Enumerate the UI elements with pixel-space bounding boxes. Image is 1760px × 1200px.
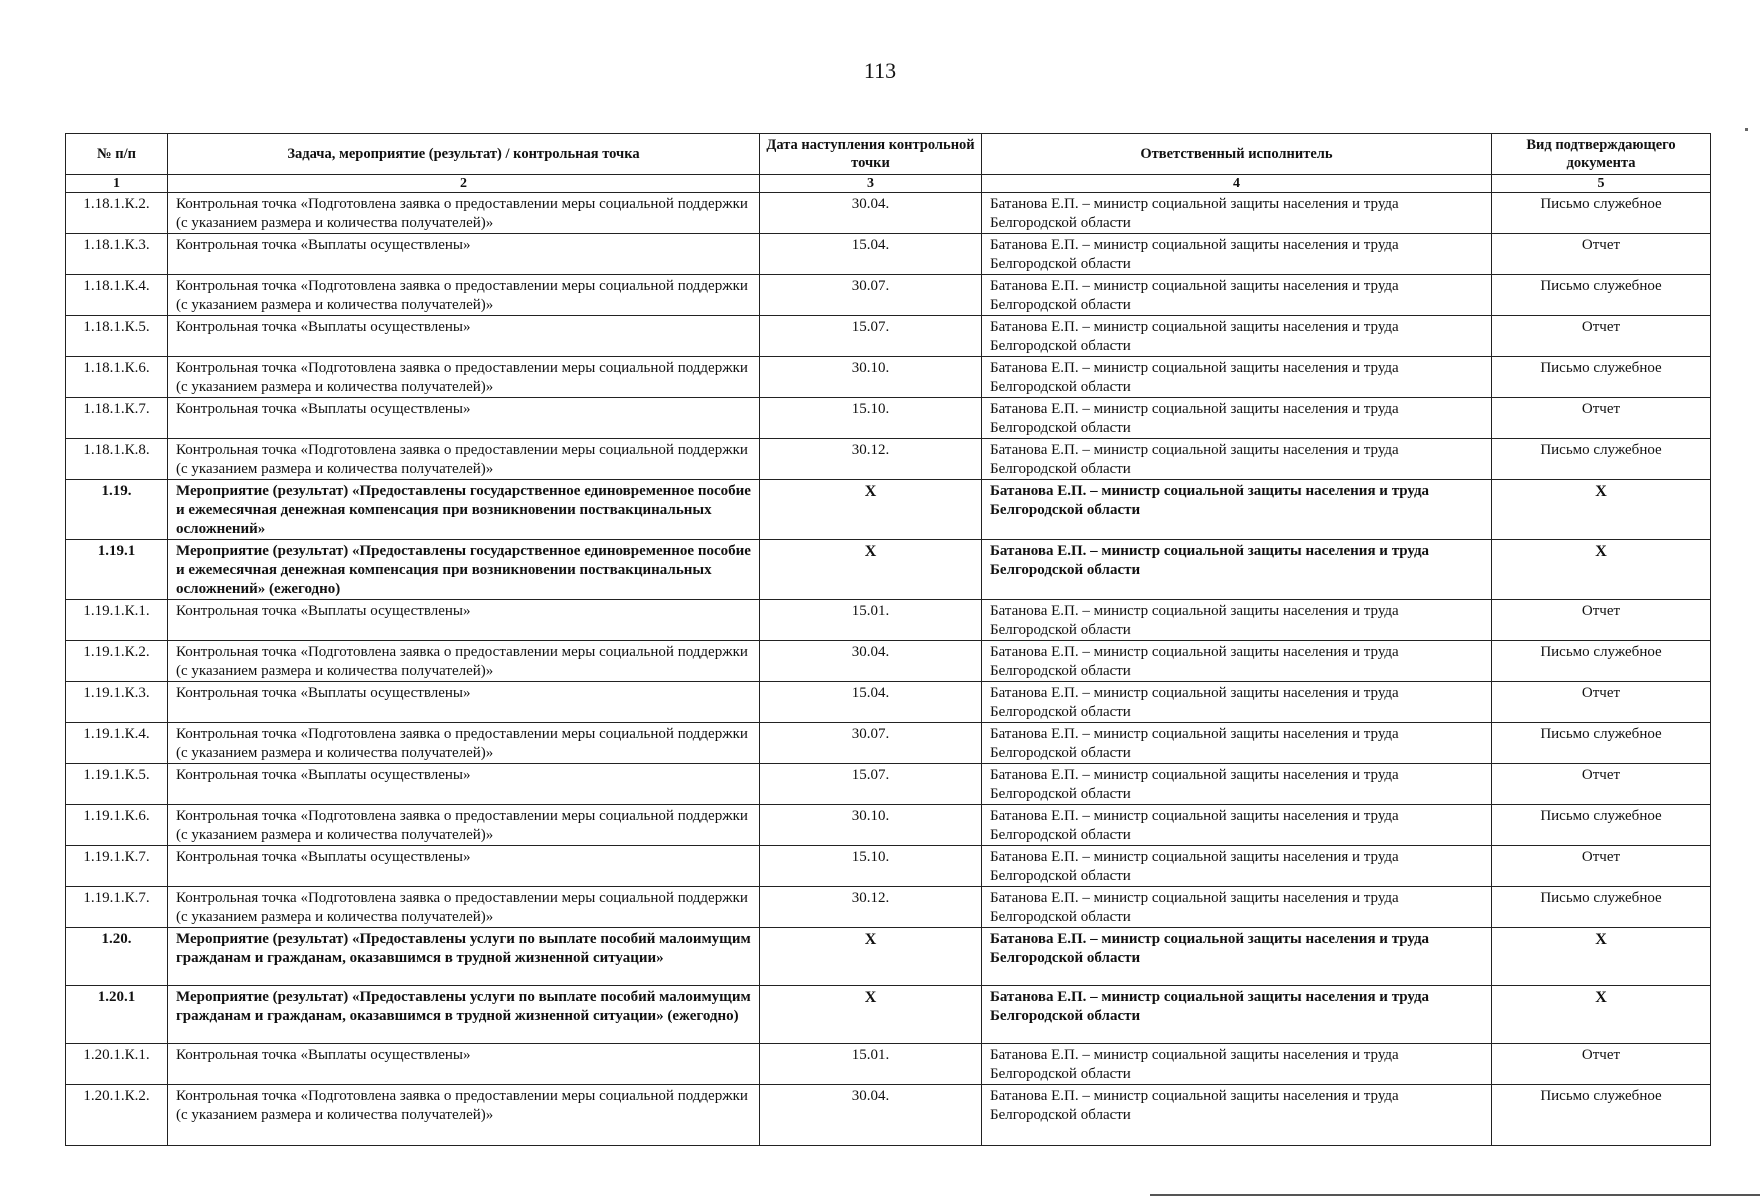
row-task: Мероприятие (результат) «Предоставлены услуги по выплате пособий малоимущим гражданам и гражданам, оказавшимся в трудной жизненной ситуации»: [168, 928, 760, 986]
row-number: 1.20.1.К.1.: [66, 1044, 168, 1085]
row-date: 15.10.: [760, 398, 982, 439]
table-row: [66, 805, 1711, 846]
row-number: 1.19.: [66, 480, 168, 540]
row-responsible: Батанова Е.П. – министр социальной защиты населения и труда Белгородской области: [982, 540, 1492, 600]
column-number-row: [66, 175, 1711, 193]
row-date: 30.04.: [760, 1085, 982, 1146]
row-number: 1.19.1.К.6.: [66, 805, 168, 846]
row-document: Отчет: [1492, 316, 1711, 357]
column-number: 5: [1492, 175, 1711, 193]
row-task: Контрольная точка «Подготовлена заявка о предоставлении меры социальной поддержки (с указанием размера и количества получателей)»: [168, 439, 760, 480]
row-number: 1.19.1.К.1.: [66, 600, 168, 641]
row-number: 1.18.1.К.8.: [66, 439, 168, 480]
row-date: 30.12.: [760, 887, 982, 928]
column-number: 1: [66, 175, 168, 193]
control-points-table: [65, 133, 1711, 1146]
column-number: 2: [168, 175, 760, 193]
event-row: [66, 928, 1711, 986]
row-responsible: Батанова Е.П. – министр социальной защиты населения и труда Белгородской области: [982, 887, 1492, 928]
row-date: 15.01.: [760, 1044, 982, 1085]
row-date: 30.12.: [760, 439, 982, 480]
row-responsible: Батанова Е.П. – министр социальной защиты населения и труда Белгородской области: [982, 398, 1492, 439]
row-responsible: Батанова Е.П. – министр социальной защиты населения и труда Белгородской области: [982, 682, 1492, 723]
header-task: Задача, мероприятие (результат) / контрольная точка: [168, 134, 760, 175]
row-responsible: Батанова Е.П. – министр социальной защиты населения и труда Белгородской области: [982, 439, 1492, 480]
table-row: [66, 846, 1711, 887]
row-responsible: Батанова Е.П. – министр социальной защиты населения и труда Белгородской области: [982, 480, 1492, 540]
table-row: [66, 600, 1711, 641]
row-task: Контрольная точка «Выплаты осуществлены»: [168, 600, 760, 641]
row-date: Х: [760, 480, 982, 540]
table-row: [66, 193, 1711, 234]
row-task: Контрольная точка «Подготовлена заявка о предоставлении меры социальной поддержки (с указанием размера и количества получателей)»: [168, 641, 760, 682]
row-task: Контрольная точка «Выплаты осуществлены»: [168, 682, 760, 723]
event-row: [66, 480, 1711, 540]
row-document: Отчет: [1492, 600, 1711, 641]
row-date: 30.07.: [760, 275, 982, 316]
row-responsible: Батанова Е.П. – министр социальной защиты населения и труда Белгородской области: [982, 316, 1492, 357]
row-task: Контрольная точка «Выплаты осуществлены»: [168, 398, 760, 439]
page-number: 113: [863, 58, 897, 83]
row-task: Мероприятие (результат) «Предоставлены государственное единовременное пособие и ежемесячная денежная компенсация при возникновении поствакцинальных осложнений»: [168, 480, 760, 540]
row-number: 1.18.1.К.5.: [66, 316, 168, 357]
row-document: Х: [1492, 986, 1711, 1044]
row-task: Мероприятие (результат) «Предоставлены государственное единовременное пособие и ежемесячная денежная компенсация при возникновении поствакцинальных осложнений» (ежегодно): [168, 540, 760, 600]
row-document: Письмо служебное: [1492, 357, 1711, 398]
row-responsible: Батанова Е.П. – министр социальной защиты населения и труда Белгородской области: [982, 193, 1492, 234]
row-date: 15.01.: [760, 600, 982, 641]
row-date: 15.04.: [760, 682, 982, 723]
row-date: 30.07.: [760, 723, 982, 764]
table-row: [66, 398, 1711, 439]
row-document: Письмо служебное: [1492, 275, 1711, 316]
row-responsible: Батанова Е.П. – министр социальной защиты населения и труда Белгородской области: [982, 846, 1492, 887]
row-number: 1.19.1.К.2.: [66, 641, 168, 682]
row-document: Х: [1492, 928, 1711, 986]
row-number: 1.20.1.К.2.: [66, 1085, 168, 1146]
row-task: Контрольная точка «Выплаты осуществлены»: [168, 1044, 760, 1085]
header-document: Вид подтверждающего документа: [1492, 134, 1711, 175]
header-responsible: Ответственный исполнитель: [982, 134, 1492, 175]
row-responsible: Батанова Е.П. – министр социальной защиты населения и труда Белгородской области: [982, 805, 1492, 846]
row-document: Письмо служебное: [1492, 887, 1711, 928]
row-date: 15.04.: [760, 234, 982, 275]
row-responsible: Батанова Е.П. – министр социальной защиты населения и труда Белгородской области: [982, 723, 1492, 764]
table-row: [66, 764, 1711, 805]
header-date: Дата наступления контрольной точки: [760, 134, 982, 175]
row-number: 1.18.1.К.4.: [66, 275, 168, 316]
row-date: 30.04.: [760, 193, 982, 234]
row-responsible: Батанова Е.П. – министр социальной защиты населения и труда Белгородской области: [982, 357, 1492, 398]
event-row: [66, 986, 1711, 1044]
row-document: Письмо служебное: [1492, 723, 1711, 764]
event-row: [66, 540, 1711, 600]
row-document: Письмо служебное: [1492, 193, 1711, 234]
table-header-row: [66, 134, 1711, 175]
column-number: 4: [982, 175, 1492, 193]
row-document: Отчет: [1492, 398, 1711, 439]
row-number: 1.19.1.К.7.: [66, 846, 168, 887]
row-date: 30.10.: [760, 805, 982, 846]
row-task: Контрольная точка «Подготовлена заявка о предоставлении меры социальной поддержки (с указанием размера и количества получателей)»: [168, 723, 760, 764]
table-row: [66, 357, 1711, 398]
table-row: [66, 1044, 1711, 1085]
row-document: Отчет: [1492, 764, 1711, 805]
row-responsible: Батанова Е.П. – министр социальной защиты населения и труда Белгородской области: [982, 764, 1492, 805]
table-row: [66, 275, 1711, 316]
row-document: Х: [1492, 480, 1711, 540]
row-task: Контрольная точка «Выплаты осуществлены»: [168, 234, 760, 275]
row-task: Контрольная точка «Подготовлена заявка о предоставлении меры социальной поддержки (с указанием размера и количества получателей)»: [168, 1085, 760, 1146]
row-task: Контрольная точка «Подготовлена заявка о предоставлении меры социальной поддержки (с указанием размера и количества получателей)»: [168, 887, 760, 928]
row-date: Х: [760, 928, 982, 986]
row-date: 15.07.: [760, 764, 982, 805]
row-number: 1.18.1.К.7.: [66, 398, 168, 439]
row-date: 15.10.: [760, 846, 982, 887]
row-responsible: Батанова Е.П. – министр социальной защиты населения и труда Белгородской области: [982, 986, 1492, 1044]
row-document: Письмо служебное: [1492, 805, 1711, 846]
row-task: Контрольная точка «Выплаты осуществлены»: [168, 764, 760, 805]
row-document: Отчет: [1492, 234, 1711, 275]
table-row: [66, 641, 1711, 682]
row-number: 1.19.1.К.7.: [66, 887, 168, 928]
table-row: [66, 316, 1711, 357]
table-row: [66, 887, 1711, 928]
scan-artifact-line: [1150, 1194, 1760, 1196]
row-responsible: Батанова Е.П. – министр социальной защиты населения и труда Белгородской области: [982, 1085, 1492, 1146]
row-task: Контрольная точка «Выплаты осуществлены»: [168, 846, 760, 887]
row-responsible: Батанова Е.П. – министр социальной защиты населения и труда Белгородской области: [982, 275, 1492, 316]
row-number: 1.19.1.К.4.: [66, 723, 168, 764]
table-row: [66, 234, 1711, 275]
row-task: Контрольная точка «Подготовлена заявка о предоставлении меры социальной поддержки (с указанием размера и количества получателей)»: [168, 357, 760, 398]
row-number: 1.19.1: [66, 540, 168, 600]
row-document: Х: [1492, 540, 1711, 600]
row-task: Контрольная точка «Подготовлена заявка о предоставлении меры социальной поддержки (с указанием размера и количества получателей)»: [168, 193, 760, 234]
row-number: 1.18.1.К.2.: [66, 193, 168, 234]
row-responsible: Батанова Е.П. – министр социальной защиты населения и труда Белгородской области: [982, 928, 1492, 986]
row-document: Письмо служебное: [1492, 1085, 1711, 1146]
row-date: 30.10.: [760, 357, 982, 398]
row-task: Контрольная точка «Подготовлена заявка о предоставлении меры социальной поддержки (с указанием размера и количества получателей)»: [168, 275, 760, 316]
table-row: [66, 439, 1711, 480]
row-task: Контрольная точка «Подготовлена заявка о предоставлении меры социальной поддержки (с указанием размера и количества получателей)»: [168, 805, 760, 846]
header-number: № п/п: [66, 134, 168, 175]
row-date: Х: [760, 540, 982, 600]
table-row: [66, 682, 1711, 723]
row-date: 15.07.: [760, 316, 982, 357]
row-date: 30.04.: [760, 641, 982, 682]
row-task: Мероприятие (результат) «Предоставлены услуги по выплате пособий малоимущим гражданам и гражданам, оказавшимся в трудной жизненной ситуации» (ежегодно): [168, 986, 760, 1044]
row-document: Отчет: [1492, 846, 1711, 887]
row-document: Отчет: [1492, 1044, 1711, 1085]
row-document: Письмо служебное: [1492, 439, 1711, 480]
scan-artifact-dot: [1745, 128, 1748, 131]
row-responsible: Батанова Е.П. – министр социальной защиты населения и труда Белгородской области: [982, 1044, 1492, 1085]
row-number: 1.18.1.К.6.: [66, 357, 168, 398]
row-document: Письмо служебное: [1492, 641, 1711, 682]
row-responsible: Батанова Е.П. – министр социальной защиты населения и труда Белгородской области: [982, 234, 1492, 275]
row-responsible: Батанова Е.П. – министр социальной защиты населения и труда Белгородской области: [982, 641, 1492, 682]
row-number: 1.20.: [66, 928, 168, 986]
table-row: [66, 1085, 1711, 1146]
table-row: [66, 723, 1711, 764]
row-number: 1.19.1.К.5.: [66, 764, 168, 805]
column-number: 3: [760, 175, 982, 193]
row-task: Контрольная точка «Выплаты осуществлены»: [168, 316, 760, 357]
row-number: 1.19.1.К.3.: [66, 682, 168, 723]
row-date: Х: [760, 986, 982, 1044]
row-document: Отчет: [1492, 682, 1711, 723]
row-number: 1.18.1.К.3.: [66, 234, 168, 275]
row-responsible: Батанова Е.П. – министр социальной защиты населения и труда Белгородской области: [982, 600, 1492, 641]
table-body: [66, 193, 1711, 1146]
row-number: 1.20.1: [66, 986, 168, 1044]
